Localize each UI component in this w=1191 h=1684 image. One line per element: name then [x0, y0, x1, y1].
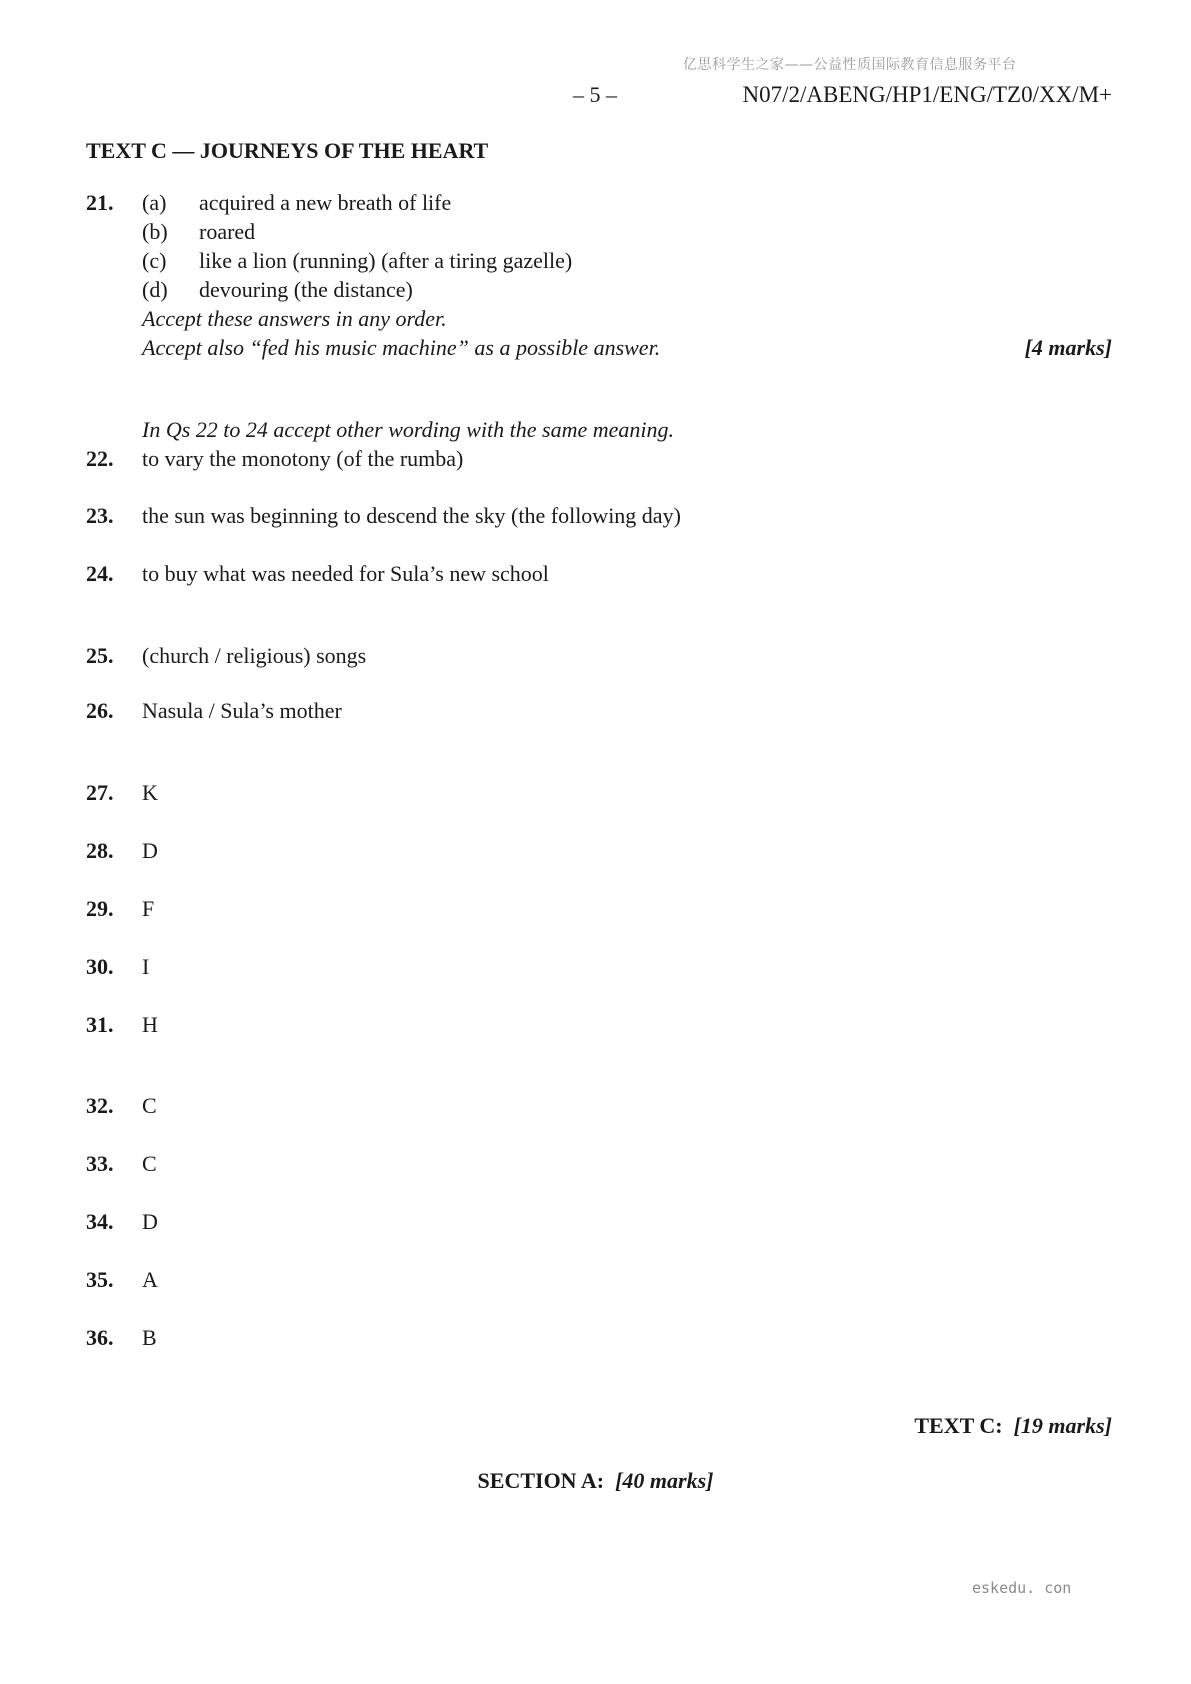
text-c-total-label: TEXT C:	[914, 1413, 1003, 1438]
question-21-part-d-label: (d)	[142, 277, 168, 302]
question-36-answer: B	[142, 1325, 157, 1350]
question-35-number: 35.	[86, 1267, 114, 1292]
question-21-part-b-text: roared	[199, 219, 256, 244]
instruction-note: In Qs 22 to 24 accept other wording with the same meaning.	[142, 417, 675, 442]
question-31-answer: H	[142, 1012, 158, 1037]
question-21-part-d-text: devouring (the distance)	[199, 277, 413, 302]
question-31-number: 31.	[86, 1012, 114, 1037]
question-27-number: 27.	[86, 780, 114, 805]
document-code: N07/2/ABENG/HP1/ENG/TZ0/XX/M+	[742, 82, 1112, 107]
question-21-part-c-label: (c)	[142, 248, 167, 273]
text-c-total-marks: [19 marks]	[1013, 1413, 1112, 1438]
question-23-number: 23.	[86, 503, 114, 528]
question-32-answer: C	[142, 1093, 157, 1118]
question-26-answer: Nasula / Sula’s mother	[142, 698, 342, 723]
question-34-answer: D	[142, 1209, 158, 1234]
question-33-number: 33.	[86, 1151, 114, 1176]
question-34-number: 34.	[86, 1209, 114, 1234]
question-28-number: 28.	[86, 838, 114, 863]
question-30-answer: I	[142, 954, 150, 979]
question-27-answer: K	[142, 780, 158, 805]
section-title: TEXT C — JOURNEYS OF THE HEART	[86, 138, 489, 163]
question-36-number: 36.	[86, 1325, 114, 1350]
question-21-part-b-label: (b)	[142, 219, 168, 244]
question-21-number: 21.	[86, 190, 114, 215]
question-21-part-c-text: like a lion (running) (after a tiring gazelle)	[199, 248, 573, 273]
section-a-total	[0, 1468, 1191, 1494]
question-28-answer: D	[142, 838, 158, 863]
question-29-number: 29.	[86, 896, 114, 921]
question-33-answer: C	[142, 1151, 157, 1176]
text-c-total	[914, 1413, 1112, 1439]
question-22-answer: to vary the monotony (of the rumba)	[142, 446, 464, 471]
question-35-answer: A	[142, 1267, 158, 1292]
question-29-answer: F	[142, 896, 155, 921]
question-22-number: 22.	[86, 446, 114, 471]
section-a-total-marks: [40 marks]	[615, 1468, 714, 1493]
bottom-watermark: eskedu. con	[972, 1579, 1072, 1597]
question-23-answer: the sun was beginning to descend the sky (the following day)	[142, 503, 681, 528]
question-21-note-alternative: Accept also “fed his music machine” as a possible answer.	[142, 335, 661, 360]
top-watermark: 亿思科学生之家——公益性质国际教育信息服务平台	[683, 57, 1017, 73]
question-30-number: 30.	[86, 954, 114, 979]
question-25-number: 25.	[86, 643, 114, 668]
question-32-number: 32.	[86, 1093, 114, 1118]
question-26-number: 26.	[86, 698, 114, 723]
question-24-number: 24.	[86, 561, 114, 586]
question-24-answer: to buy what was needed for Sula’s new school	[142, 561, 549, 586]
question-21-marks: [4 marks]	[1024, 335, 1112, 360]
question-25-answer: (church / religious) songs	[142, 643, 367, 668]
question-21-note-order: Accept these answers in any order.	[142, 306, 447, 331]
question-21-part-a-label: (a)	[142, 190, 167, 215]
question-21-part-a-text: acquired a new breath of life	[199, 190, 452, 215]
section-a-total-label: SECTION A:	[477, 1468, 605, 1493]
page-number: – 5 –	[573, 82, 617, 107]
